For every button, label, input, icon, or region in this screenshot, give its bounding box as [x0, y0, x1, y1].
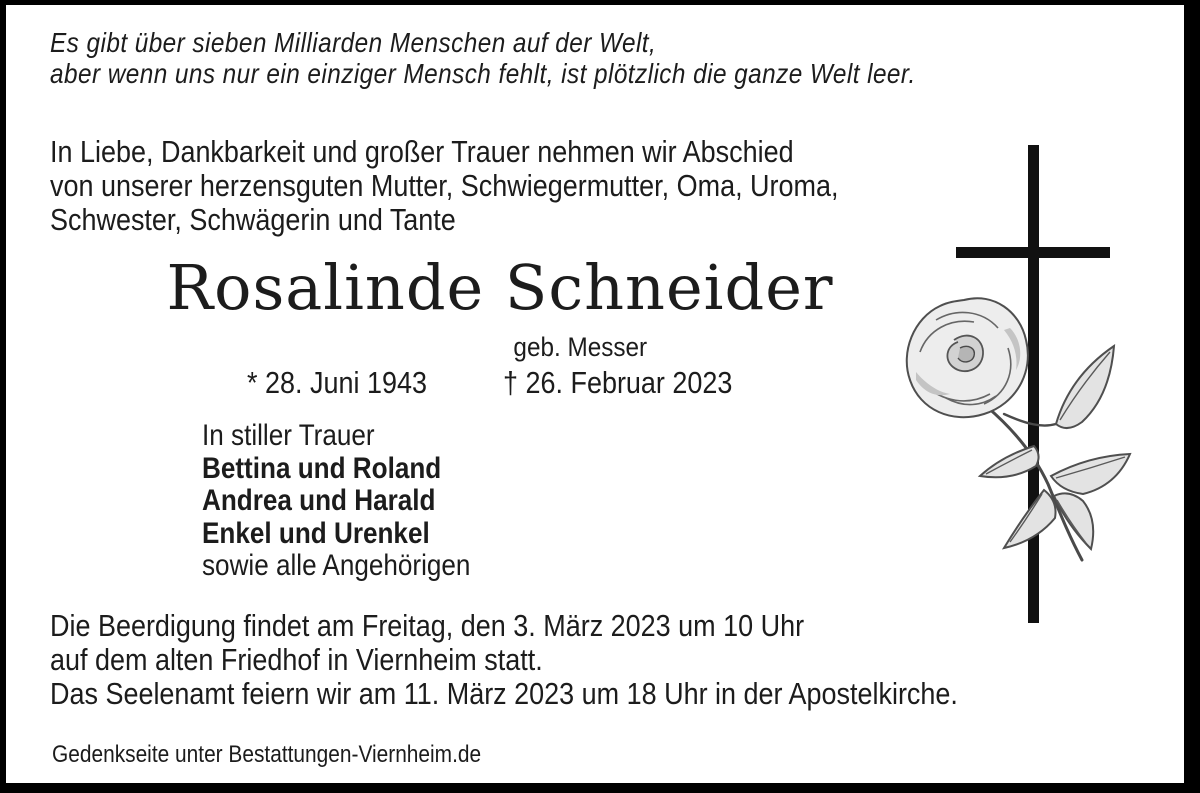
birth-date: * 28. Juni 1943	[247, 365, 427, 400]
quote-line-2: aber wenn uns nur ein einziger Mensch fehlt, ist plötzlich die ganze Welt leer.	[50, 58, 916, 89]
intro-block	[50, 135, 956, 237]
cross-icon	[956, 247, 1110, 258]
mourner-name: Bettina und Roland	[202, 451, 442, 485]
deceased-name: Rosalinde Schneider	[166, 251, 834, 324]
intro-line-3: Schwester, Schwägerin und Tante	[50, 202, 456, 237]
quote-block	[50, 27, 1045, 89]
mourner-name: Enkel und Urenkel	[202, 516, 430, 550]
intro-line-2: von unserer herzensguten Mutter, Schwiegermutter, Oma, Uroma,	[50, 168, 839, 203]
funeral-line-3: Das Seelenamt feiern wir am 11. März 2023 um 18 Uhr in der Apostelkirche.	[50, 676, 958, 711]
obituary-card	[6, 5, 1184, 783]
rose-icon	[886, 280, 1156, 580]
funeral-line-2: auf dem alten Friedhof in Viernheim statt.	[50, 642, 543, 677]
mourners-block	[202, 420, 511, 583]
intro-line-1: In Liebe, Dankbarkeit und großer Trauer nehmen wir Abschied	[50, 134, 794, 169]
funeral-block	[50, 609, 1094, 711]
quote-line-1: Es gibt über sieben Milliarden Menschen auf der Welt,	[50, 27, 657, 58]
maiden-name: geb. Messer	[513, 332, 647, 362]
mourner-name: Andrea und Harald	[202, 484, 436, 518]
mourners-closing: sowie alle Angehörigen	[202, 549, 471, 583]
memorial-note: Gedenkseite unter Bestattungen-Viernheim.de	[52, 741, 482, 768]
mourners-heading: In stiller Trauer	[202, 419, 375, 452]
death-date: † 26. Februar 2023	[503, 365, 733, 400]
funeral-line-1: Die Beerdigung findet am Freitag, den 3. März 2023 um 10 Uhr	[50, 608, 805, 643]
